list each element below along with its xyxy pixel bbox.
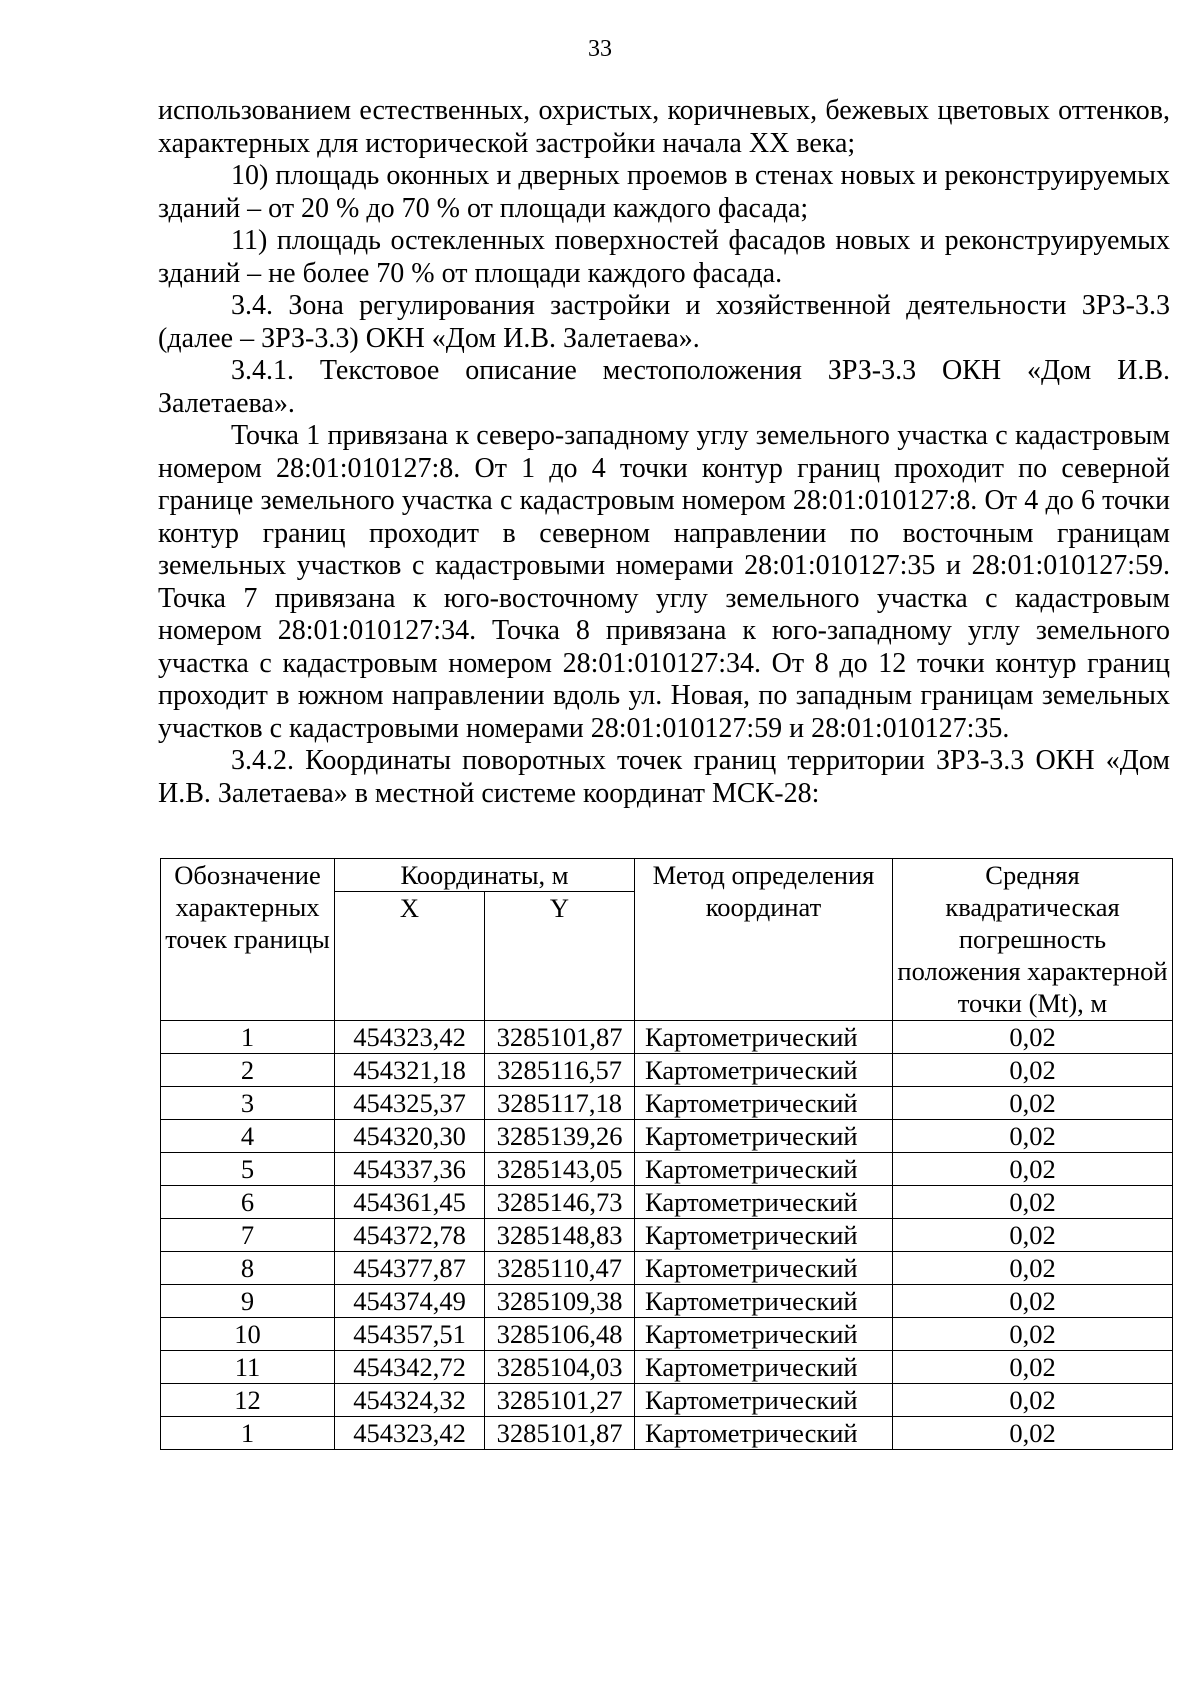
cell-method: Картометрический [635, 1054, 893, 1087]
cell-y: 3285101,87 [485, 1021, 635, 1054]
cell-y: 3285143,05 [485, 1153, 635, 1186]
table-row [161, 1285, 1173, 1318]
cell-method: Картометрический [635, 1252, 893, 1285]
cell-y: 3285101,27 [485, 1384, 635, 1417]
table-row [161, 1153, 1173, 1186]
cell-point: 9 [161, 1285, 335, 1318]
table-row [161, 1252, 1173, 1285]
paragraph: использованием естественных, охристых, коричневых, бежевых цветовых оттенков, характерных для исторической застройки начала XX века; [158, 95, 1170, 159]
cell-mt: 0,02 [893, 1252, 1173, 1285]
cell-point: 6 [161, 1186, 335, 1219]
table-row [161, 1054, 1173, 1087]
table-row [161, 1186, 1173, 1219]
cell-y: 3285109,38 [485, 1285, 635, 1318]
cell-mt: 0,02 [893, 1384, 1173, 1417]
cell-y: 3285148,83 [485, 1219, 635, 1252]
table-row [161, 1087, 1173, 1120]
page-number: 33 [588, 36, 612, 62]
cell-mt: 0,02 [893, 1054, 1173, 1087]
header-point-designation: Обозначение характерных точек границы [161, 859, 335, 1021]
cell-mt: 0,02 [893, 1120, 1173, 1153]
paragraph: 3.4. Зона регулирования застройки и хозяйственной деятельности ЗРЗ-3.3 (далее – ЗРЗ-3.3) ОКН «Дом И.В. Залетаева». [158, 290, 1170, 354]
header-x: X [335, 892, 485, 1021]
cell-x: 454321,18 [335, 1054, 485, 1087]
cell-point: 11 [161, 1351, 335, 1384]
coordinates-table [160, 858, 1173, 1450]
cell-x: 454320,30 [335, 1120, 485, 1153]
cell-method: Картометрический [635, 1219, 893, 1252]
cell-mt: 0,02 [893, 1318, 1173, 1351]
paragraph: Точка 1 привязана к северо-западному углу земельного участка с кадастровым номером 28:01:010127:8. От 1 до 4 точки контур границ проходит по северной границе земельного участка с кадастровым номером 28:01:010127:8. От 4 до 6 точки контур границ проходит в северном направлении по восточным границам земельных участков с кадастровыми номерами 28:01:010127:35 и 28:01:010127:59. Точка 7 привязана к юго-восточному углу земельного участка с кадастровым номером 28:01:010127:34. Точка 8 привязана к юго-западному углу земельного участка с кадастровым номером 28:01:010127:34. От 8 до 12 точки контур границ проходит в южном направлении вдоль ул. Новая, по западным границам земельных участков с кадастровыми номерами 28:01:010127:59 и 28:01:010127:35. [158, 420, 1170, 744]
cell-method: Картометрический [635, 1285, 893, 1318]
cell-mt: 0,02 [893, 1219, 1173, 1252]
cell-y: 3285117,18 [485, 1087, 635, 1120]
table-row [161, 1384, 1173, 1417]
cell-x: 454342,72 [335, 1351, 485, 1384]
table-row [161, 1351, 1173, 1384]
cell-mt: 0,02 [893, 1153, 1173, 1186]
cell-x: 454323,42 [335, 1417, 485, 1450]
table-row [161, 1219, 1173, 1252]
header-mean-error: Средняя квадратическая погрешность положения характерной точки (Mt), м [893, 859, 1173, 1021]
cell-x: 454337,36 [335, 1153, 485, 1186]
cell-method: Картометрический [635, 1351, 893, 1384]
cell-point: 7 [161, 1219, 335, 1252]
coordinates-table-body [161, 1021, 1173, 1450]
table-row [161, 1417, 1173, 1450]
cell-mt: 0,02 [893, 1186, 1173, 1219]
cell-y: 3285104,03 [485, 1351, 635, 1384]
cell-y: 3285110,47 [485, 1252, 635, 1285]
cell-method: Картометрический [635, 1318, 893, 1351]
paragraph: 11) площадь остекленных поверхностей фасадов новых и реконструируемых зданий – не более 70 % от площади каждого фасада. [158, 225, 1170, 289]
cell-point: 3 [161, 1087, 335, 1120]
cell-method: Картометрический [635, 1087, 893, 1120]
cell-method: Картометрический [635, 1186, 893, 1219]
cell-point: 10 [161, 1318, 335, 1351]
cell-y: 3285146,73 [485, 1186, 635, 1219]
header-method: Метод определения координат [635, 859, 893, 1021]
cell-point: 12 [161, 1384, 335, 1417]
cell-x: 454361,45 [335, 1186, 485, 1219]
table-row [161, 1318, 1173, 1351]
cell-x: 454372,78 [335, 1219, 485, 1252]
header-coordinates: Координаты, м [335, 859, 635, 892]
cell-mt: 0,02 [893, 1285, 1173, 1318]
cell-mt: 0,02 [893, 1351, 1173, 1384]
cell-y: 3285139,26 [485, 1120, 635, 1153]
cell-point: 8 [161, 1252, 335, 1285]
cell-method: Картометрический [635, 1021, 893, 1054]
paragraph: 10) площадь оконных и дверных проемов в стенах новых и реконструируемых зданий – от 20 % до 70 % от площади каждого фасада; [158, 160, 1170, 224]
paragraph: 3.4.2. Координаты поворотных точек границ территории ЗРЗ-3.3 ОКН «Дом И.В. Залетаева» в местной системе координат МСК-28: [158, 745, 1170, 809]
cell-method: Картометрический [635, 1153, 893, 1186]
paragraph: 3.4.1. Текстовое описание местоположения ЗРЗ-3.3 ОКН «Дом И.В. Залетаева». [158, 355, 1170, 419]
cell-point: 1 [161, 1021, 335, 1054]
cell-mt: 0,02 [893, 1021, 1173, 1054]
cell-mt: 0,02 [893, 1417, 1173, 1450]
cell-method: Картометрический [635, 1120, 893, 1153]
table-row [161, 1120, 1173, 1153]
cell-point: 4 [161, 1120, 335, 1153]
cell-y: 3285101,87 [485, 1417, 635, 1450]
cell-x: 454324,32 [335, 1384, 485, 1417]
cell-y: 3285106,48 [485, 1318, 635, 1351]
cell-y: 3285116,57 [485, 1054, 635, 1087]
cell-x: 454325,37 [335, 1087, 485, 1120]
cell-point: 1 [161, 1417, 335, 1450]
cell-x: 454357,51 [335, 1318, 485, 1351]
cell-method: Картометрический [635, 1384, 893, 1417]
table-row [161, 1021, 1173, 1054]
cell-x: 454377,87 [335, 1252, 485, 1285]
cell-x: 454374,49 [335, 1285, 485, 1318]
cell-point: 2 [161, 1054, 335, 1087]
cell-point: 5 [161, 1153, 335, 1186]
cell-method: Картометрический [635, 1417, 893, 1450]
cell-x: 454323,42 [335, 1021, 485, 1054]
document-body-text [158, 95, 1170, 810]
cell-mt: 0,02 [893, 1087, 1173, 1120]
header-y: Y [485, 892, 635, 1021]
